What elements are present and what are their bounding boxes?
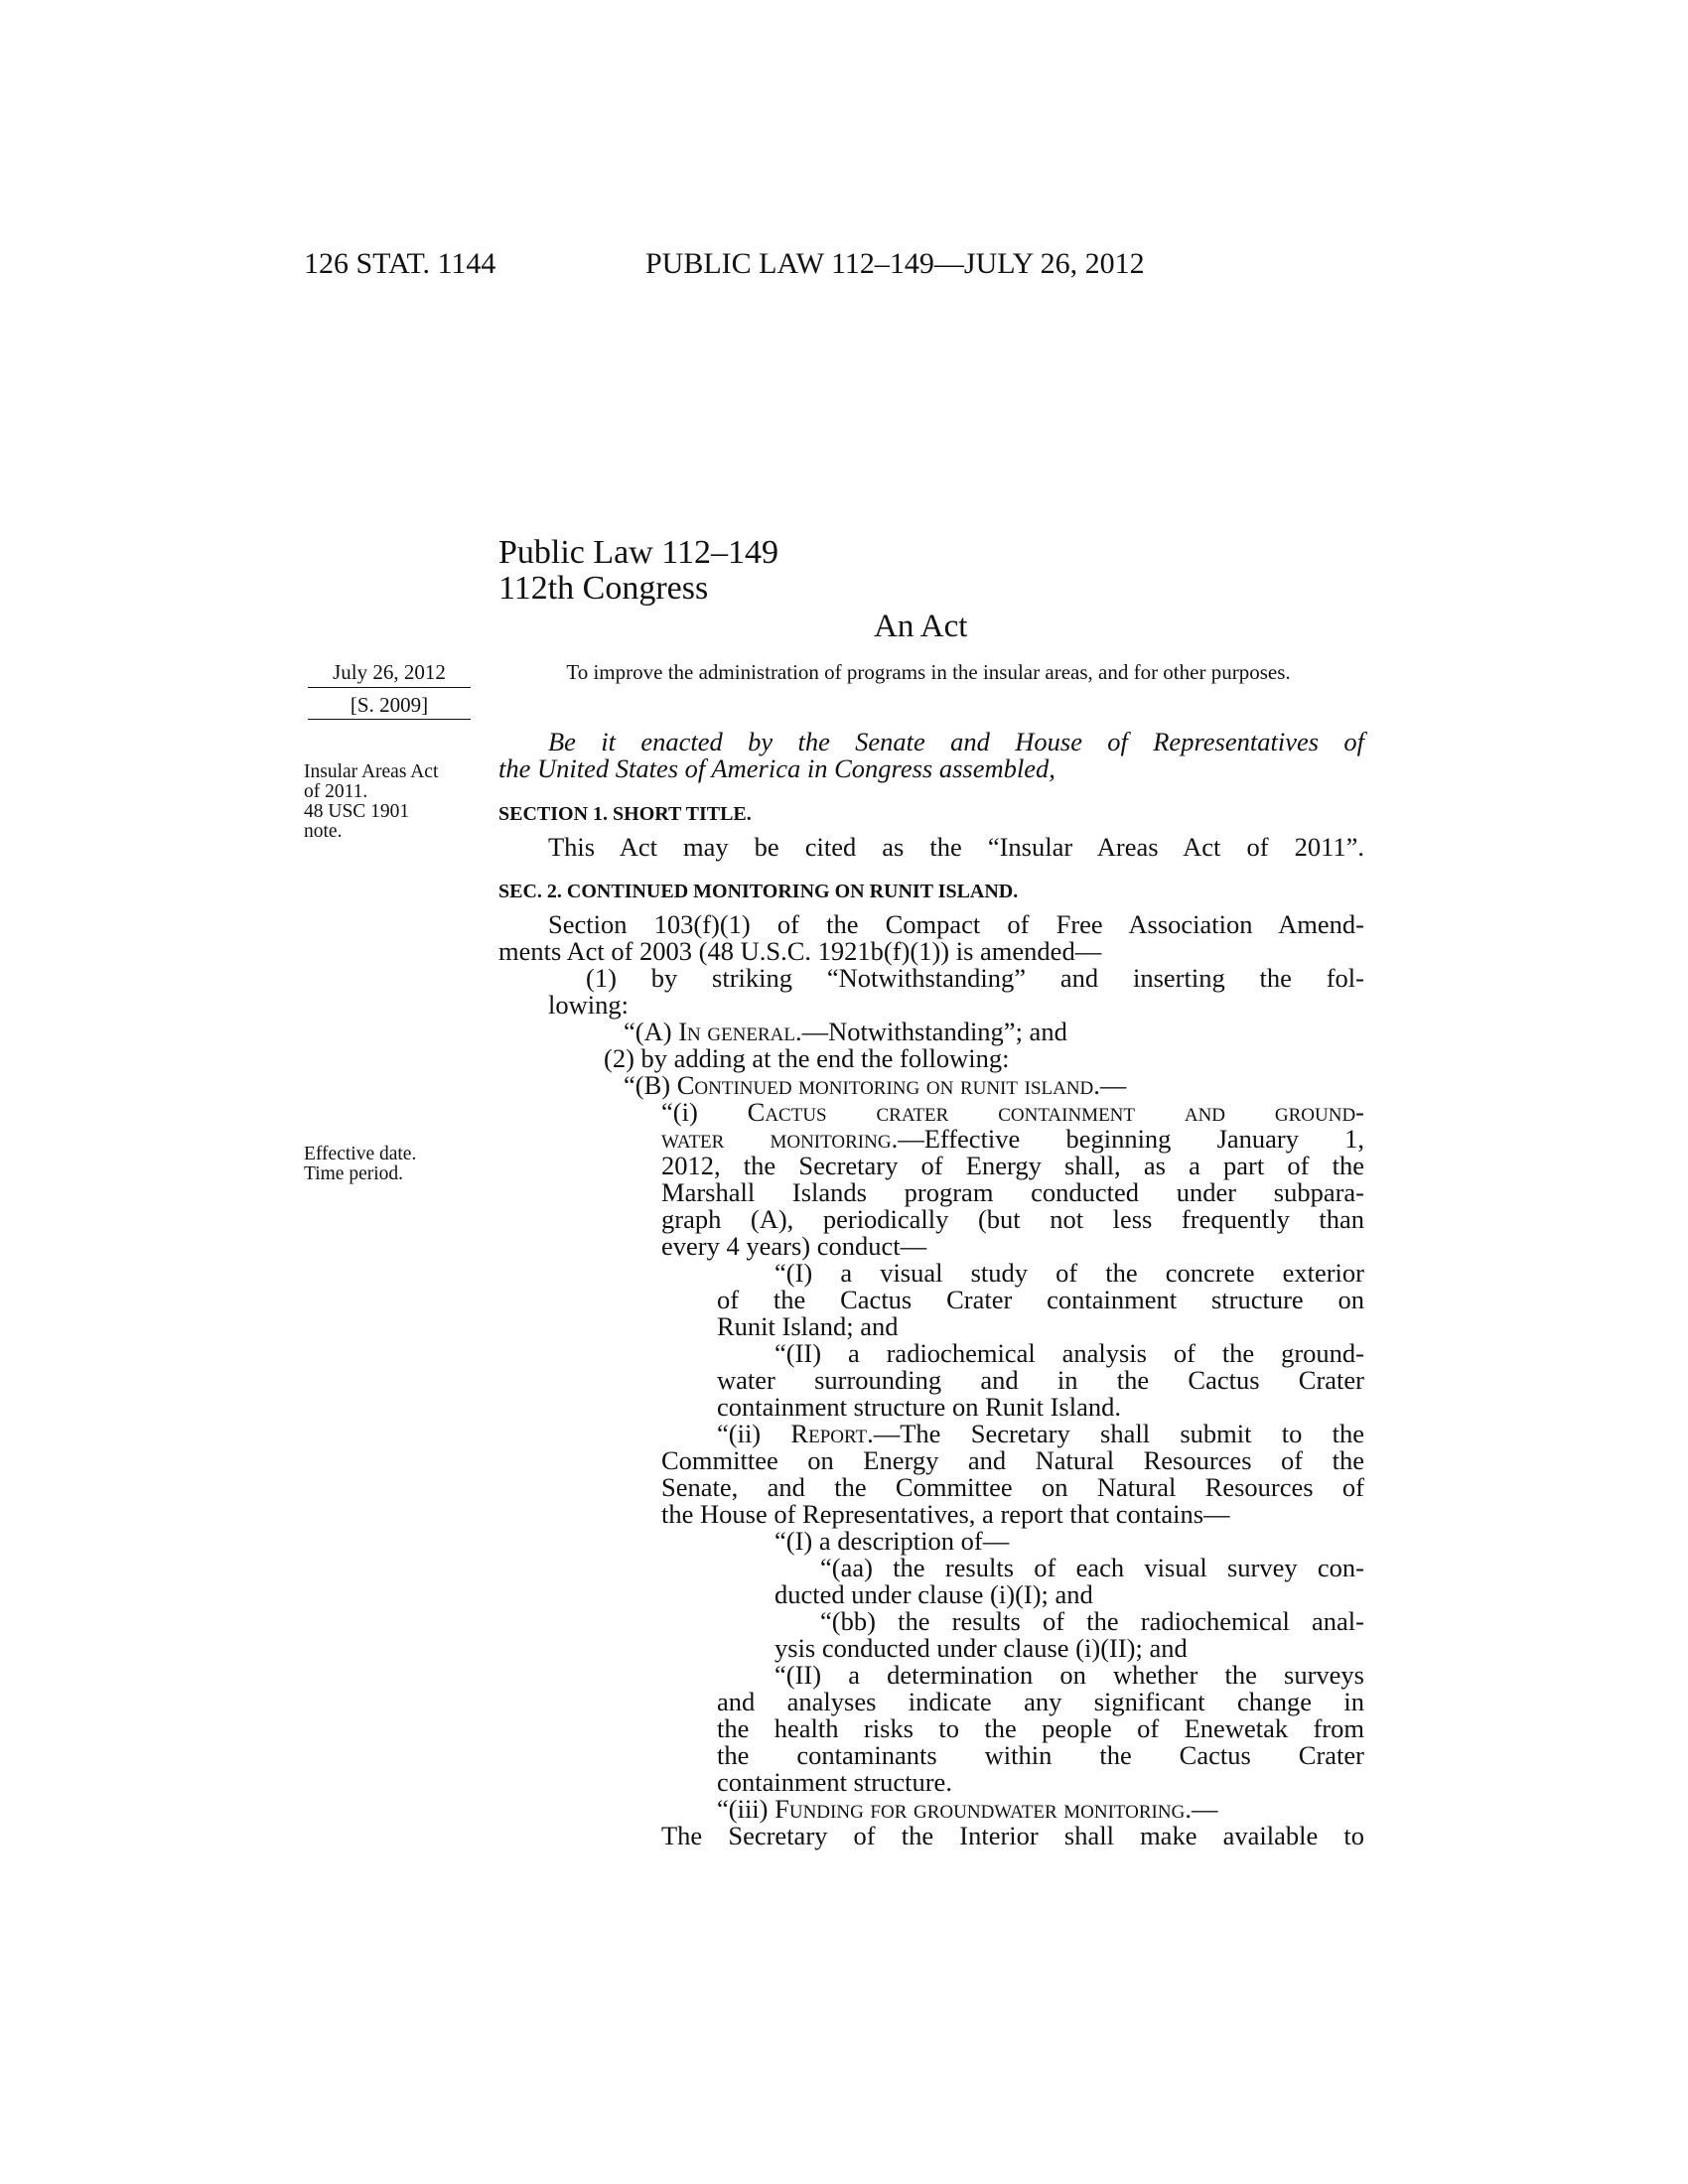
margin-note-line: of 2011. xyxy=(304,781,368,802)
an-act-heading: An Act xyxy=(874,609,968,644)
margin-note-effective-date xyxy=(304,1145,483,1184)
sec2-line: “(i) Cactus crater containment and ground- xyxy=(661,1097,1365,1127)
running-title: PUBLIC LAW 112–149—JULY 26, 2012 xyxy=(645,247,1145,280)
enacting-clause-line: the United States of America in Congress assembled, xyxy=(498,753,1055,783)
margin-rule-2 xyxy=(308,719,471,720)
section-1-heading: SECTION 1. SHORT TITLE. xyxy=(498,803,752,825)
sec2-line: “(A) In general.—Notwithstanding”; and xyxy=(624,1017,1067,1046)
sec2-line: “(B) Continued monitoring on runit island.— xyxy=(624,1070,1127,1100)
sec2-line: Committee on Energy and Natural Resources of the xyxy=(661,1445,1364,1475)
sec2-line: The Secretary of the Interior shall make available to xyxy=(661,1821,1364,1850)
margin-note-line: Insular Areas Act xyxy=(304,761,439,782)
sec2-line: ducted under clause (i)(I); and xyxy=(774,1579,1093,1609)
section-2-heading: SEC. 2. CONTINUED MONITORING ON RUNIT ISLAND. xyxy=(498,881,1019,902)
sec2-line: the contaminants within the Cactus Crater xyxy=(717,1740,1364,1770)
margin-note-line: Effective date. xyxy=(304,1144,417,1164)
margin-note-line: 48 USC 1901 xyxy=(304,801,410,822)
congress-label: 112th Congress xyxy=(498,570,709,607)
sec2-line: “(I) a description of— xyxy=(774,1526,1010,1556)
act-purpose: To improve the administration of programs in the insular areas, and for other purposes. xyxy=(566,660,1291,684)
sec2-line: “(II) a determination on whether the surveys xyxy=(774,1660,1364,1690)
sec2-line: “(aa) the results of each visual survey con- xyxy=(820,1553,1364,1582)
sec2-line: “(iii) Funding for groundwater monitoring.— xyxy=(717,1794,1218,1824)
sec2-line: containment structure on Runit Island. xyxy=(717,1392,1121,1422)
sec2-line: “(II) a radiochemical analysis of the ground- xyxy=(774,1338,1364,1368)
sec2-line: ments Act of 2003 (48 U.S.C. 1921b(f)(1)) is amended— xyxy=(498,936,1102,966)
section-1-text: This Act may be cited as the “Insular Areas Act of 2011”. xyxy=(548,832,1364,862)
sec2-line: “(ii) Report.—The Secretary shall submit to the xyxy=(717,1419,1364,1448)
sec2-line: of the Cactus Crater containment structure on xyxy=(717,1285,1364,1314)
sec2-line: the House of Representatives, a report that contains— xyxy=(661,1499,1230,1529)
sec2-line: water surrounding and in the Cactus Crater xyxy=(717,1365,1364,1395)
sec2-line: “(bb) the results of the radiochemical anal- xyxy=(820,1606,1364,1636)
sec2-line: Marshall Islands program conducted under subpara- xyxy=(661,1177,1364,1207)
sec2-line: and analyses indicate any significant change in xyxy=(717,1687,1364,1716)
margin-rule-1 xyxy=(308,687,471,688)
sec2-line: (1) by striking “Notwithstanding” and inserting the fol- xyxy=(586,963,1364,993)
sec2-line: water monitoring.—Effective beginning January 1, xyxy=(661,1124,1364,1154)
margin-date: July 26, 2012 xyxy=(333,660,446,684)
public-law-title: Public Law 112–149 xyxy=(498,534,779,571)
sec2-line: “(I) a visual study of the concrete exterior xyxy=(774,1258,1364,1288)
sec2-line: Senate, and the Committee on Natural Resources of xyxy=(661,1472,1364,1502)
sec2-line: lowing: xyxy=(548,990,629,1020)
margin-bill-number: [S. 2009] xyxy=(350,693,429,717)
sec2-line: ysis conducted under clause (i)(II); and xyxy=(774,1633,1188,1663)
margin-note-line: note. xyxy=(304,821,343,842)
page-stat-citation: 126 STAT. 1144 xyxy=(304,247,496,280)
sec2-line: Runit Island; and xyxy=(717,1311,899,1341)
sec2-line: 2012, the Secretary of Energy shall, as a part of the xyxy=(661,1151,1364,1180)
enacting-clause-line: Be it enacted by the Senate and House of Representatives of xyxy=(548,727,1364,756)
sec2-line: (2) by adding at the end the following: xyxy=(604,1043,1010,1073)
sec2-line: the health risks to the people of Enewetak from xyxy=(717,1713,1364,1743)
sec2-line: containment structure. xyxy=(717,1767,952,1797)
margin-note-line: Time period. xyxy=(304,1163,404,1184)
sec2-line: Section 103(f)(1) of the Compact of Free Association Amend- xyxy=(548,909,1364,939)
sec2-line: graph (A), periodically (but not less frequently than xyxy=(661,1204,1364,1234)
margin-note-short-title xyxy=(304,762,483,842)
sec2-line: every 4 years) conduct— xyxy=(661,1231,927,1261)
